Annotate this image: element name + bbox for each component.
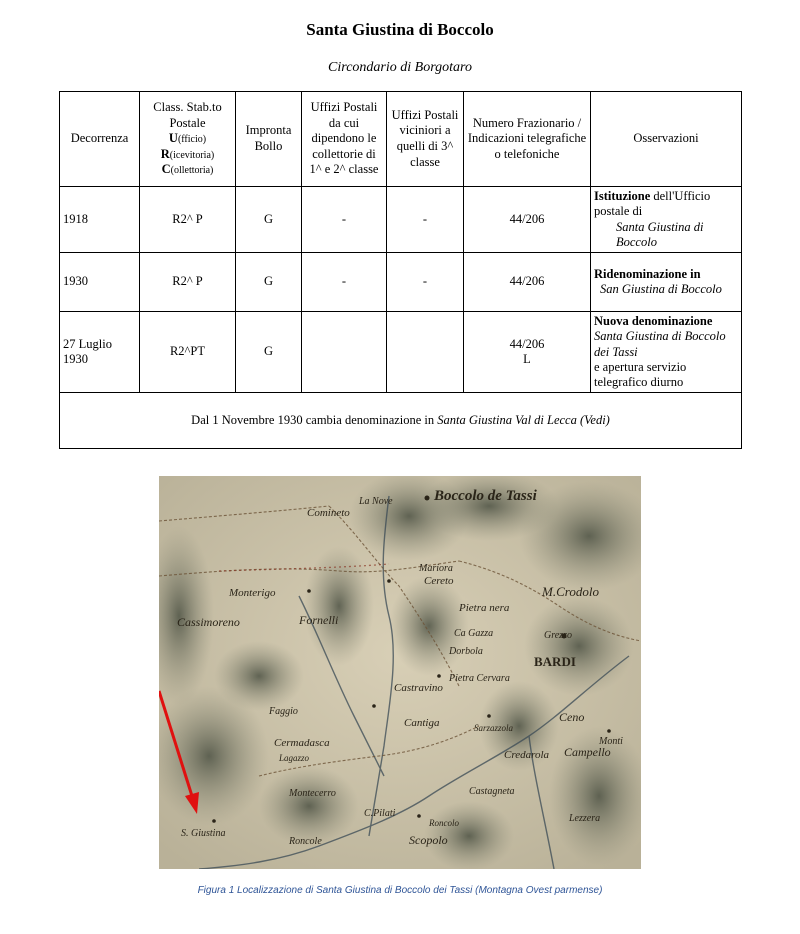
map-label-faggio: Faggio [269, 706, 298, 717]
map-label-credarola: Credarola [504, 749, 550, 761]
header-class-r-rest: (icevitoria) [169, 149, 215, 161]
cell-classe: R2^ P [140, 253, 236, 312]
document-subtitle: Circondario di Borgotaro [328, 60, 472, 75]
obs-after: e apertura servizio telegrafico diurno [594, 359, 687, 389]
map-label-monterigo: Monterigo [229, 587, 276, 599]
map-label-boccolo: Boccolo de Tassi [434, 488, 537, 504]
map-label-dorbola: Dorbola [449, 646, 483, 657]
map-label-c-pilati: C.Pilati [364, 808, 396, 819]
map-label-fornelli: Fornelli [299, 613, 339, 627]
cell-uffizi-vicini [387, 312, 464, 393]
header-decorrenza: Decorrenza [60, 92, 140, 187]
map-label-cremadasca: Cermadasca [274, 737, 330, 749]
cell-numero-value: 44/206 [509, 211, 545, 226]
table-row [60, 253, 742, 312]
figure-caption: Figura 1 Localizzazione di Santa Giustina di Boccolo dei Tassi (Montagna Ovest parmense) [197, 885, 603, 896]
map-label-montecerro: Montecerro [289, 788, 336, 799]
cell-uffizi-vicini: - [387, 187, 464, 253]
header-class-u-rest: (fficio) [177, 134, 207, 146]
map-label-comineto: Comineto [307, 507, 350, 519]
map-label-scopolo: Scopolo [409, 833, 448, 847]
map-label-lagazzo: Lagazzo [279, 753, 310, 763]
cell-numero [464, 187, 591, 253]
map-label-mariora: Mariora [419, 563, 453, 574]
header-numero: Numero Frazionario / Indicazioni telegrafiche o telefoniche [464, 92, 591, 187]
map-label-sarzazzola: Sarzazzola [474, 723, 514, 733]
header-class [140, 92, 236, 187]
cell-uffizi-vicini: - [387, 253, 464, 312]
cell-numero [464, 253, 591, 312]
map-label-campello: Campello [564, 745, 611, 759]
footer-note [60, 393, 742, 449]
cell-numero-value: 44/206 [509, 336, 545, 351]
table-row [60, 187, 742, 253]
obs-bold: Ridenominazione in [594, 266, 701, 281]
obs-italic: Santa Giustina di Boccolo dei Tassi [594, 329, 726, 359]
table-footer-row [60, 393, 742, 449]
header-impronta: Impronta Bollo [236, 92, 302, 187]
header-uffizi-postali: Uffizi Postali da cui dipendono le collettorie di 1^ e 2^ classe [302, 92, 387, 187]
header-class-c-rest: (ollettoria) [170, 165, 214, 177]
cell-osservazioni [591, 312, 742, 393]
cell-numero [464, 312, 591, 393]
header-class-title: Class. Stab.to Postale [153, 99, 222, 130]
cell-decorrenza: 1930 [60, 253, 140, 312]
map-label-ceno: Ceno [559, 710, 585, 724]
map-label-ca-gazza: Ca Gazza [454, 628, 494, 639]
map-label-castravino: Castravino [394, 682, 443, 694]
obs-text: dell'Ufficio postale di [594, 189, 711, 219]
map-figure [159, 476, 641, 869]
cell-osservazioni [591, 253, 742, 312]
map-label-grezzo: Grezzo [544, 630, 572, 641]
obs-bold: Nuova denominazione [594, 314, 713, 328]
footer-text: Dal 1 Novembre 1930 cambia denominazione in [191, 412, 438, 427]
header-class-c-letter: C [161, 162, 171, 177]
cell-numero-value: 44/206 [509, 274, 545, 289]
cell-decorrenza: 1918 [60, 187, 140, 253]
cell-uffizi-postali: - [302, 253, 387, 312]
header-uffizi-vicini: Uffizi Postali viciniori a quelli di 3^ classe [387, 92, 464, 187]
map-svg [159, 476, 641, 869]
cell-impronta: G [236, 312, 302, 393]
map-label-cantiga: Cantiga [404, 717, 440, 729]
header-osservazioni: Osservazioni [591, 92, 742, 187]
document-title: Santa Giustina di Boccolo [306, 20, 494, 39]
cell-classe: R2^ P [140, 187, 236, 253]
map-label-sgiustina: S. Giustina [181, 828, 226, 839]
cell-decorrenza: 27 Luglio 1930 [60, 312, 140, 393]
map-label-roncolo: Roncolo [429, 818, 459, 828]
footer-italic: Santa Giustina Val di Lecca (Vedi) [437, 412, 610, 427]
cell-uffizi-postali: - [302, 187, 387, 253]
table-header-row [60, 92, 742, 187]
header-class-u-letter: U [168, 131, 178, 146]
map-label-m-crodolo: M.Crodolo [542, 584, 599, 599]
header-class-r-letter: R [160, 146, 170, 161]
map-label-pietra-nera: Pietra nera [459, 602, 510, 614]
map-label-pietra-cervara: Pietra Cervara [449, 673, 510, 684]
obs-italic: Santa Giustina di Boccolo [616, 219, 704, 249]
cell-uffizi-postali [302, 312, 387, 393]
obs-bold: Istituzione [594, 189, 651, 203]
map-label-roncole: Roncole [289, 836, 322, 847]
table-row [60, 312, 742, 393]
map-label-lezzera: Lezzera [569, 813, 601, 824]
map-label-la-nove: La Nove [359, 496, 393, 507]
cell-classe: R2^PT [140, 312, 236, 393]
cell-impronta: G [236, 187, 302, 253]
cell-osservazioni [591, 187, 742, 253]
map-label-cereto: Cereto [424, 575, 454, 587]
cell-numero-extra: L [523, 352, 531, 367]
map-label-cassimoreno: Cassimoreno [177, 615, 240, 629]
map-label-bardi: BARDI [534, 654, 576, 669]
map-label-monti: Monti [599, 736, 623, 747]
cell-impronta: G [236, 253, 302, 312]
postal-office-table [59, 91, 742, 449]
map-label-castagneta: Castagneta [469, 786, 515, 797]
obs-italic: San Giustina di Boccolo [600, 282, 722, 296]
